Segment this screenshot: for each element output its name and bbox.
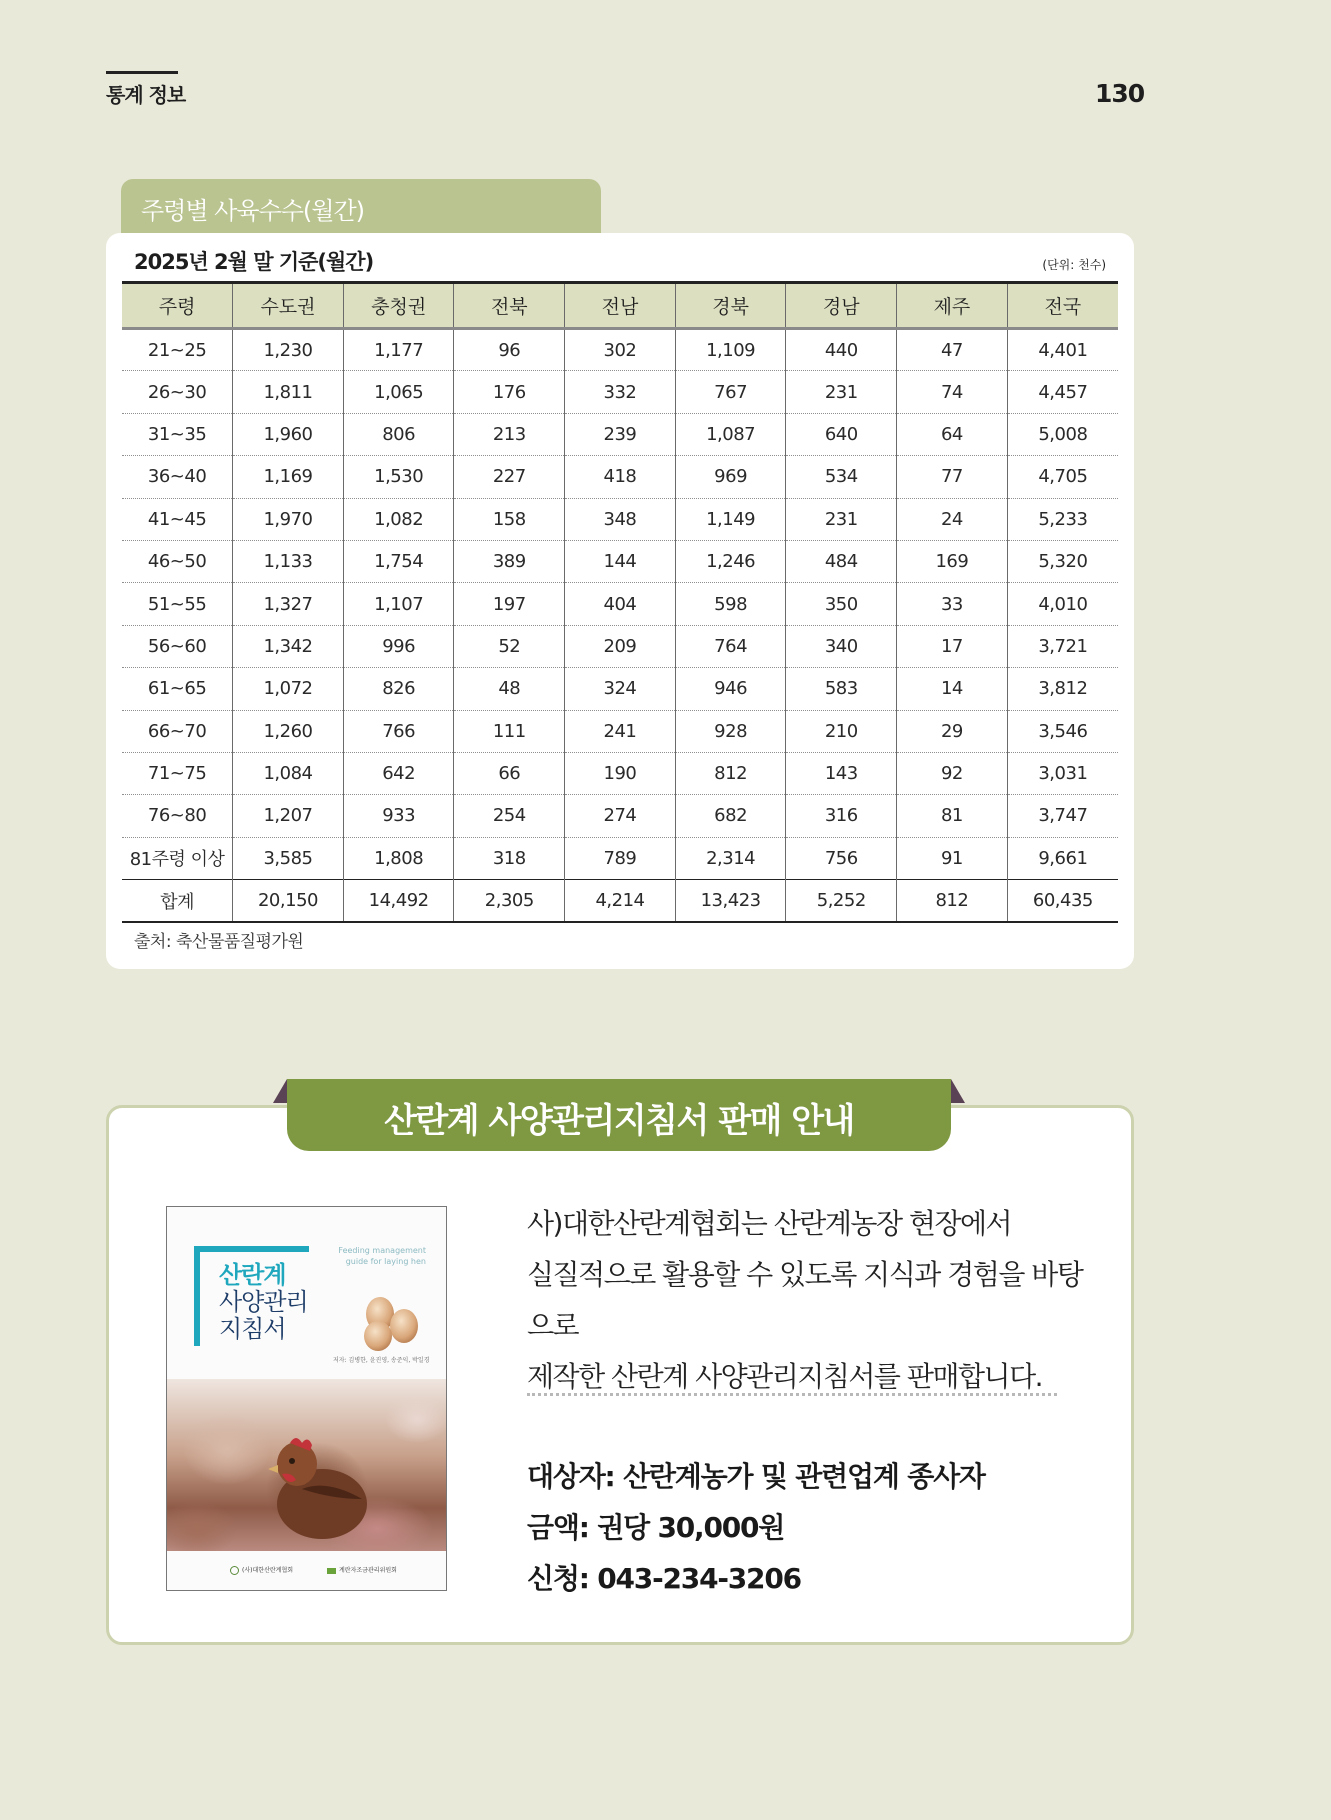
table-cell: 13,423: [675, 880, 786, 922]
table-cell: 484: [786, 540, 897, 582]
section-label: 통계 정보: [106, 83, 186, 107]
column-header: 전남: [565, 283, 676, 329]
table-source: 출처: 축산물품질평가원: [134, 932, 304, 952]
table-row: [122, 625, 1118, 667]
promo-ribbon-title: 산란계 사양관리지침서 판매 안내: [287, 1079, 951, 1151]
table-cell: 60,435: [1007, 880, 1118, 922]
promo-info: [527, 1451, 985, 1604]
row-label-cell: 21~25: [122, 329, 233, 371]
table-cell: 806: [343, 413, 454, 455]
table-cell: 933: [343, 795, 454, 837]
table-cell: 239: [565, 413, 676, 455]
table-cell: 241: [565, 710, 676, 752]
promo-description: [527, 1198, 1087, 1402]
table-row: [122, 540, 1118, 582]
row-label-cell: 36~40: [122, 456, 233, 498]
table-cell: 209: [565, 625, 676, 667]
table-cell: 143: [786, 752, 897, 794]
table-cell: 3,031: [1007, 752, 1118, 794]
table-cell: 111: [454, 710, 565, 752]
row-label-cell: 76~80: [122, 795, 233, 837]
promo-price: 금액: 권당 30,000원: [527, 1511, 785, 1544]
table-cell: 210: [786, 710, 897, 752]
promo-desc-line: 제작한 산란계 사양관리지침서를 판매합니다.: [527, 1360, 1043, 1393]
table-cell: 1,808: [343, 837, 454, 879]
table-cell: 29: [897, 710, 1008, 752]
row-label-cell: 31~35: [122, 413, 233, 455]
stats-table: [122, 281, 1118, 923]
table-cell: 24: [897, 498, 1008, 540]
table-cell: 197: [454, 583, 565, 625]
table-cell: 682: [675, 795, 786, 837]
row-label-cell: 51~55: [122, 583, 233, 625]
table-cell: 1,960: [233, 413, 344, 455]
table-cell: 231: [786, 371, 897, 413]
table-cell: 418: [565, 456, 676, 498]
table-cell: 302: [565, 329, 676, 371]
table-cell: 534: [786, 456, 897, 498]
table-cell: 1,970: [233, 498, 344, 540]
row-label-cell: 46~50: [122, 540, 233, 582]
table-cell: 583: [786, 668, 897, 710]
table-cell: 756: [786, 837, 897, 879]
table-cell: 64: [897, 413, 1008, 455]
table-cell: 1,149: [675, 498, 786, 540]
table-cell: 176: [454, 371, 565, 413]
publisher-logo-2: 계란자조금관리위원회: [327, 1565, 397, 1574]
table-cell: 4,705: [1007, 456, 1118, 498]
column-header: 주령: [122, 283, 233, 329]
table-cell: 4,401: [1007, 329, 1118, 371]
table-cell: 332: [565, 371, 676, 413]
table-cell: 1,084: [233, 752, 344, 794]
table-cell: 92: [897, 752, 1008, 794]
table-cell: 3,721: [1007, 625, 1118, 667]
table-cell: 274: [565, 795, 676, 837]
table-body: [122, 329, 1118, 922]
table-cell: 17: [897, 625, 1008, 667]
column-header: 전국: [1007, 283, 1118, 329]
table-cell: 5,008: [1007, 413, 1118, 455]
table-cell: 2,314: [675, 837, 786, 879]
table-cell: 9,661: [1007, 837, 1118, 879]
table-cell: 1,207: [233, 795, 344, 837]
table-cell: 4,010: [1007, 583, 1118, 625]
column-header: 경남: [786, 283, 897, 329]
page-number: 130: [1095, 79, 1145, 108]
table-cell: 1,754: [343, 540, 454, 582]
promo-apply: 신청: 043-234-3206: [527, 1562, 801, 1595]
table-cell: 1,246: [675, 540, 786, 582]
table-cell: 169: [897, 540, 1008, 582]
cover-title-line3: 지침서: [219, 1315, 286, 1343]
table-cell: 254: [454, 795, 565, 837]
table-cell: 812: [675, 752, 786, 794]
promo-desc-line: 사)대한산란계협회는 산란계농장 현장에서: [527, 1207, 1012, 1240]
table-cell: 1,133: [233, 540, 344, 582]
table-title: 2025년 2월 말 기준(월간): [134, 250, 374, 274]
table-row: [122, 413, 1118, 455]
cover-english-title: Feeding management guide for laying hen: [338, 1246, 426, 1266]
table-cell: 48: [454, 668, 565, 710]
table-row: [122, 456, 1118, 498]
table-cell: 1,107: [343, 583, 454, 625]
table-cell: 227: [454, 456, 565, 498]
table-cell: 14: [897, 668, 1008, 710]
table-cell: 1,169: [233, 456, 344, 498]
ribbon-fold-left: [273, 1079, 287, 1103]
table-cell: 47: [897, 329, 1008, 371]
cover-title-line2: 사양관리: [219, 1288, 308, 1316]
table-header-row: [122, 283, 1118, 329]
table-cell: 440: [786, 329, 897, 371]
eggs-icon: [352, 1292, 432, 1352]
table-cell: 969: [675, 456, 786, 498]
table-cell: 404: [565, 583, 676, 625]
table-row: [122, 371, 1118, 413]
table-cell: 74: [897, 371, 1008, 413]
table-cell: 1,260: [233, 710, 344, 752]
table-cell: 66: [454, 752, 565, 794]
table-cell: 2,305: [454, 880, 565, 922]
table-unit: (단위: 천수): [1042, 258, 1106, 272]
table-cell: 946: [675, 668, 786, 710]
table-cell: 3,585: [233, 837, 344, 879]
table-cell: 96: [454, 329, 565, 371]
table-cell: 3,546: [1007, 710, 1118, 752]
table-row: [122, 795, 1118, 837]
table-cell: 5,320: [1007, 540, 1118, 582]
table-cell: 350: [786, 583, 897, 625]
table-cell: 1,072: [233, 668, 344, 710]
header-rule: [106, 71, 178, 74]
table-row: [122, 837, 1118, 879]
row-label-cell: 66~70: [122, 710, 233, 752]
table-cell: 3,747: [1007, 795, 1118, 837]
table-cell: 340: [786, 625, 897, 667]
promo-desc-line: 실질적으로 활용할 수 있도록 지식과 경험을 바탕으로: [527, 1258, 1083, 1342]
table-cell: 789: [565, 837, 676, 879]
table-cell: 348: [565, 498, 676, 540]
row-label-cell: 81주령 이상: [122, 837, 233, 879]
table-cell: 318: [454, 837, 565, 879]
cover-title: [219, 1262, 308, 1343]
table-cell: 1,530: [343, 456, 454, 498]
row-label-cell: 41~45: [122, 498, 233, 540]
publisher-logo-1: (사)대한산란계협회: [230, 1565, 293, 1575]
table-cell: 4,214: [565, 880, 676, 922]
table-cell: 77: [897, 456, 1008, 498]
table-row: [122, 583, 1118, 625]
table-cell: 1,230: [233, 329, 344, 371]
table-cell: 389: [454, 540, 565, 582]
table-cell: 640: [786, 413, 897, 455]
table-cell: 5,233: [1007, 498, 1118, 540]
table-row: [122, 329, 1118, 371]
table-cell: 144: [565, 540, 676, 582]
table-cell: 812: [897, 880, 1008, 922]
table-cell: 231: [786, 498, 897, 540]
table-cell: 20,150: [233, 880, 344, 922]
table-cell: 3,812: [1007, 668, 1118, 710]
table-cell: 213: [454, 413, 565, 455]
column-header: 수도권: [233, 283, 344, 329]
table-cell: 52: [454, 625, 565, 667]
table-cell: 598: [675, 583, 786, 625]
table-cell: 158: [454, 498, 565, 540]
table-cell: 5,252: [786, 880, 897, 922]
column-header: 제주: [897, 283, 1008, 329]
dotted-divider: [527, 1393, 1057, 1396]
table-cell: 1,065: [343, 371, 454, 413]
promo-target: 대상자: 산란계농가 및 관련업계 종사자: [527, 1460, 985, 1493]
table-cell: 764: [675, 625, 786, 667]
table-cell: 190: [565, 752, 676, 794]
row-label-cell: 합계: [122, 880, 233, 922]
row-label-cell: 71~75: [122, 752, 233, 794]
table-cell: 1,109: [675, 329, 786, 371]
cover-footer: [167, 1551, 447, 1591]
stats-table-card: [106, 233, 1134, 969]
table-cell: 81: [897, 795, 1008, 837]
cover-title-line1: 산란계: [219, 1261, 286, 1289]
cover-authors: 저자: 김병한, 윤진영, 송준익, 박일경: [333, 1357, 430, 1364]
table-cell: 1,087: [675, 413, 786, 455]
column-header: 경북: [675, 283, 786, 329]
table-cell: 767: [675, 371, 786, 413]
hen-icon: [252, 1419, 372, 1539]
table-cell: 766: [343, 710, 454, 752]
table-cell: 4,457: [1007, 371, 1118, 413]
hen-photo: [167, 1379, 447, 1551]
table-cell: 324: [565, 668, 676, 710]
row-label-cell: 61~65: [122, 668, 233, 710]
table-cell: 91: [897, 837, 1008, 879]
table-cell: 1,342: [233, 625, 344, 667]
table-cell: 928: [675, 710, 786, 752]
table-row: [122, 668, 1118, 710]
table-cell: 14,492: [343, 880, 454, 922]
book-cover-image: [166, 1206, 447, 1591]
table-cell: 1,327: [233, 583, 344, 625]
row-label-cell: 56~60: [122, 625, 233, 667]
table-cell: 316: [786, 795, 897, 837]
table-cell: 642: [343, 752, 454, 794]
column-header: 전북: [454, 283, 565, 329]
column-header: 충청권: [343, 283, 454, 329]
table-cell: 1,177: [343, 329, 454, 371]
table-row: [122, 752, 1118, 794]
row-label-cell: 26~30: [122, 371, 233, 413]
table-section-tab: 주령별 사육수수(월간): [121, 179, 601, 237]
table-row: [122, 710, 1118, 752]
table-row: [122, 498, 1118, 540]
table-cell: 996: [343, 625, 454, 667]
table-cell: 1,082: [343, 498, 454, 540]
table-cell: 826: [343, 668, 454, 710]
ribbon-fold-right: [951, 1079, 965, 1103]
table-cell: 1,811: [233, 371, 344, 413]
table-row: [122, 880, 1118, 922]
table-cell: 33: [897, 583, 1008, 625]
